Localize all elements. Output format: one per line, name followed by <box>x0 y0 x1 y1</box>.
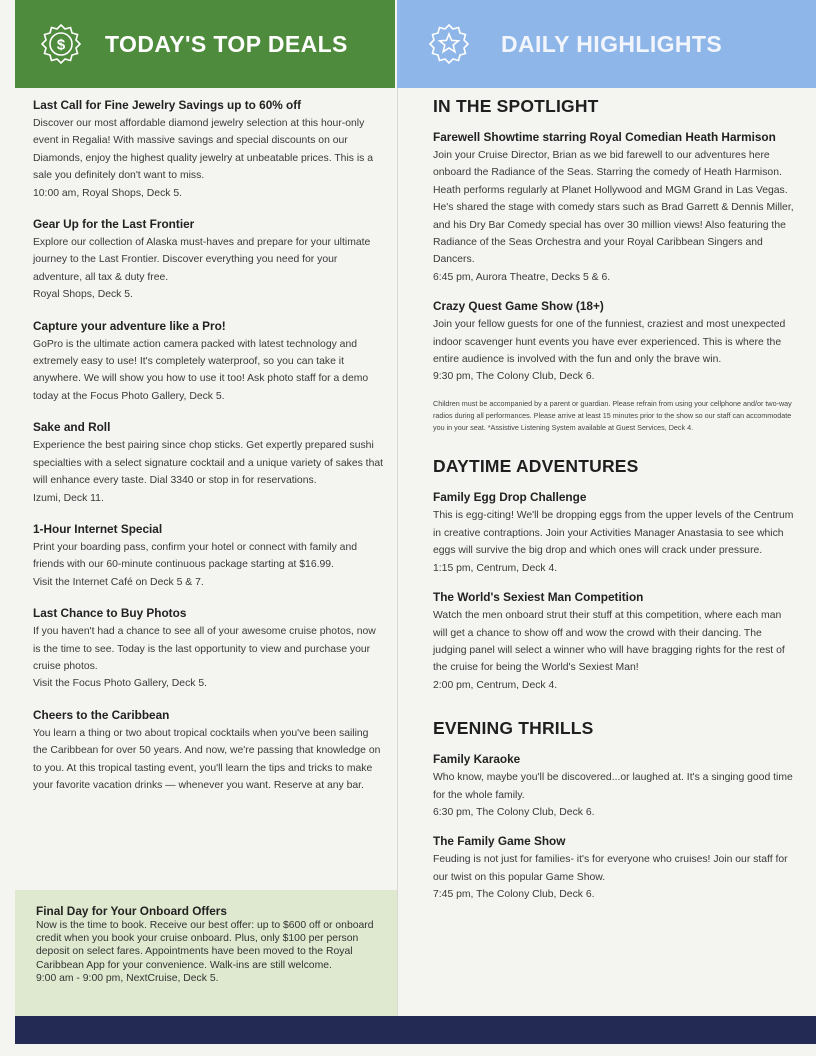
event-body: Who know, maybe you'll be discovered...or laughed at. It's a singing good time for the whole family. <box>433 772 793 801</box>
deal-item <box>33 318 383 406</box>
deal-body: You learn a thing or two about tropical cocktails when you've been sailing the Caribbean for over 50 years. And now, we're passing that knowledge on to you. At this tropical tasting event, you'll learn the tips and tricks to make your favorite vacation drinks — whenever you want. Reserve at any bar. <box>33 727 381 791</box>
event-title: Family Egg Drop Challenge <box>433 490 587 505</box>
event-item <box>433 833 795 903</box>
deal-meta: 10:00 am, Royal Shops, Deck 5. <box>33 187 183 199</box>
deal-meta: Visit the Internet Café on Deck 5 & 7. <box>33 576 204 588</box>
deal-title: Last Call for Fine Jewelry Savings up to 60% off <box>33 98 302 112</box>
deal-meta: Royal Shops, Deck 5. <box>33 289 133 301</box>
deal-item <box>33 419 383 507</box>
deal-item <box>33 605 383 693</box>
spotlight-heading: IN THE SPOTLIGHT <box>433 96 599 116</box>
deal-title: Cheers to the Caribbean <box>33 707 170 722</box>
event-title: The World's Sexiest Man Competition <box>433 590 644 605</box>
deal-body: Explore our collection of Alaska must-haves and prepare for your ultimate journey to the Last Frontier. Discover everything you need for your adventure, all tax & duty free. <box>33 237 371 283</box>
event-meta: 7:45 pm, The Colony Club, Deck 6. <box>433 889 595 901</box>
offer-meta: 9:00 am - 9:00 pm, NextCruise, Deck 5. <box>36 972 219 984</box>
deal-body: Print your boarding pass, confirm your hotel or connect with family and friends with our 60-minute continuous package starting at $16.99. <box>33 541 357 571</box>
event-body: Join your Cruise Director, Brian as we bid farewell to our adventures here onboard the Radiance of the Seas. Starring the comedy of Heath Harmison. Heath performs regularly at Planet Hollywood and MGM Grand in Las Vegas. He's shared the stage with comedy stars such as Brad Garrett & Dennis Miller, and his Dry Bar Comedy special has over 30 million views! Also featuring the Radiance of the Seas Orchestra and your Royal Caribbean Singers and Dancers. <box>433 150 794 266</box>
event-item <box>433 298 795 386</box>
svg-text:$: $ <box>56 36 66 54</box>
event-body: This is egg-citing! We'll be dropping eggs from the upper levels of the Centrum in creative contraptions. Join your Activities Manager Anastasia to see which eggs will survive the big drop and which ones will crack under pressure. <box>433 510 794 557</box>
deal-body: If you haven't had a chance to see all of your awesome cruise photos, now is the time to see. Today is the last opportunity to view and purchase your cruise photos. <box>33 626 376 672</box>
deal-body: Discover our most affordable diamond jewelry selection at this hour-only event in Regalia! With massive savings and special discounts on our Diamonds, enjoy the highest quality jewelry at unbeatable prices. This is a sale you definitely don't want to miss. <box>33 118 373 182</box>
deals-list <box>33 97 383 808</box>
event-meta: 6:45 pm, Aurora Theatre, Decks 5 & 6. <box>433 271 611 283</box>
evening-heading: EVENING THRILLS <box>433 718 594 739</box>
event-body: Feuding is not just for families- it's for everyone who cruises! Join our staff for our twist on this popular Game Show. <box>433 854 788 883</box>
footer-bar <box>15 1016 816 1044</box>
column-divider <box>397 88 398 1016</box>
deal-meta: Izumi, Deck 11. <box>33 492 104 504</box>
top-deals-title: TODAY'S TOP DEALS <box>105 30 348 57</box>
event-item <box>433 489 795 577</box>
deal-body: GoPro is the ultimate action camera packed with latest technology and extremely easy to use! It's completely waterproof, so you can take it anywhere. We will show you how to use it too! Ask photo staff for a demo today at the Focus Photo Gallery, Deck 5. <box>33 338 369 402</box>
deal-item <box>33 216 383 304</box>
event-body: Join your fellow guests for one of the funniest, craziest and most unexpected indoor scavenger hunt events you have ever experienced. This is where the entire audience is involved with the fun and only the brave win. <box>433 319 786 366</box>
event-title: The Family Game Show <box>433 834 566 849</box>
deal-title: Gear Up for the Last Frontier <box>33 217 195 232</box>
highlights-column <box>433 96 795 916</box>
offer-title: Final Day for Your Onboard Offers <box>36 904 227 918</box>
offer-body: Now is the time to book. Receive our best offer: up to $600 off or onboard credit when you book your cruise onboard. Plus, only $100 per person deposit on select fares. Appointments have been moved to the Royal Caribbean App for your convenience. Walk-ins are still welcome. <box>36 920 374 971</box>
deal-title: 1-Hour Internet Special <box>33 521 163 536</box>
event-body: Watch the men onboard strut their stuff at this competition, where each man will get a chance to show off and wow the crowd with their dancing. The judging panel will select a winner who will have bragging rights for the rest of the cruise for being the World's Sexiest Man! <box>433 610 785 674</box>
event-title: Crazy Quest Game Show (18+) <box>433 299 604 314</box>
dollar-badge-icon <box>39 22 83 66</box>
onboard-offer-box <box>15 890 397 1016</box>
deal-meta: Visit the Focus Photo Gallery, Deck 5. <box>33 678 208 690</box>
event-item <box>433 589 795 694</box>
deal-item <box>33 97 383 202</box>
deal-title: Sake and Roll <box>33 420 111 435</box>
deal-title: Capture your adventure like a Pro! <box>33 318 226 333</box>
event-title: Farewell Showtime starring Royal Comedian Heath Harmison <box>433 130 776 144</box>
event-item <box>433 751 795 821</box>
event-meta: 1:15 pm, Centrum, Deck 4. <box>433 562 558 574</box>
event-meta: 9:30 pm, The Colony Club, Deck 6. <box>433 371 595 383</box>
event-title: Family Karaoke <box>433 752 521 767</box>
event-meta: 2:00 pm, Centrum, Deck 4. <box>433 679 558 691</box>
deal-item <box>33 521 383 591</box>
daytime-heading: DAYTIME ADVENTURES <box>433 456 639 477</box>
deal-body: Experience the best pairing since chop sticks. Get expertly prepared sushi specialties with a select signature cocktail and a unique variety of sakes that will enhance every taste. Dial 3340 or stop in for reservations. <box>33 440 384 487</box>
event-item <box>433 129 795 286</box>
top-deals-banner <box>15 0 395 88</box>
spotlight-disclaimer: Children must be accompanied by a parent or guardian. Please refrain from using your cellphone and/or two-way radios during all performances. Please arrive at least 15 minutes prior to the show so our staff can accommodate you in your seat. *Assistive Listening System available at Guest Services, Deck 4. <box>433 398 792 433</box>
daily-highlights-title: DAILY HIGHLIGHTS <box>501 30 723 57</box>
deal-item <box>33 707 383 795</box>
event-meta: 6:30 pm, The Colony Club, Deck 6. <box>433 806 595 818</box>
daily-highlights-banner <box>397 0 816 88</box>
star-badge-icon <box>427 22 471 66</box>
deal-title: Last Chance to Buy Photos <box>33 606 187 621</box>
